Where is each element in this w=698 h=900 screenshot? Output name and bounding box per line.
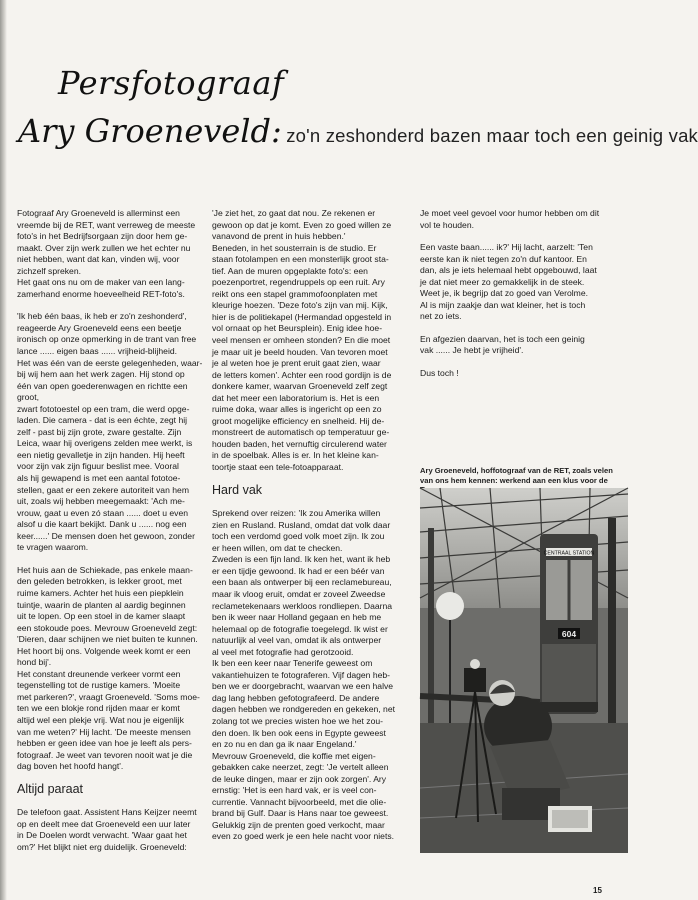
section-heading-altijd-paraat: Altijd paraat — [17, 781, 84, 796]
tram-number: 604 — [561, 629, 577, 639]
paragraph: De telefoon gaat. Assistent Hans Keijzer neemt op en deelt mee dat Groeneveld een uur later in De Doelen wordt verwacht. 'Waar gaat het om?' Het blijkt niet erg duidelijk. Groeneveld: — [17, 807, 197, 852]
title-line-2 — [18, 112, 698, 150]
title-subtitle: zo'n zeshonderd bazen maar toch een geinig vak — [286, 125, 698, 146]
paragraph: Fotograaf Ary Groeneveld is allerminst een vreemde bij de RET, want verreweg de meeste foto's in het Bedrijfsorgaan zijn door hem ge- maakt. Over zijn werk zullen we het echter nu niet hebben, want dat kan, vinden wij, voor zichzelf spreken. Het gaat ons nu om de maker van een lang- zamerhand enorme hoeveelheid RET-foto's. — [17, 208, 196, 299]
title-name: Ary Groeneveld: — [18, 112, 282, 150]
paragraph: 'Ik heb één baas, ik heb er zo'n zeshonderd', reageerde Ary Groeneveld eens een beetje ironisch op onze opmerking in de trant van free lance ...... eigen baas ...... vrijheid-blijheid. Het was één van de eerste gelegenheden, waar- bij wij hem aan het werk zagen. Hij stond op één van open goederenwagen en richtte een groot, zwart fototoestel op een tram, die werd opge- laden. Die camera - dat is een échte, zegt hij zelf - past bij zijn grote, zware gestalte. Zijn Leica, waar hij overigens zelden mee werkt, is een nietig gevalletje in zijn handen. Hij heeft voor zijn vak zijn figuur beslist mee. Vooral als hij gewapend is met een aantal fototoe- stellen, gaat er een zekere autoriteit van hem uit, zoals wij hebben meegemaakt: 'Ach me- vrouw, gaat u even zó staan ...... doet u even alsof u die kaart bekijkt. Dank u ...... nog een keer......' De mensen doen het gewoon, zonder te vragen waarom. — [17, 311, 203, 553]
photo-caption: Ary Groeneveld, hoffotograaf van de RET, zoals velen van ons hem kennen: werkend aan een klus voor de — [420, 466, 613, 485]
photo-photographer-with-tram — [420, 488, 628, 853]
article-column-1 — [17, 208, 203, 864]
binding-edge — [0, 0, 7, 900]
paragraph: En afgezien daarvan, het is toch een geinig vak ...... Je hebt je vrijheid'. — [420, 333, 585, 356]
photo-lamp — [436, 592, 464, 620]
article-column-3 — [420, 208, 618, 391]
paragraph: Het huis aan de Schiekade, pas enkele maan- den geleden betrokken, is lekker groot, met ruime kamers. Achter het huis een piepklein tuintje, waarin de planten al aardig beginnen uit te lopen. Op een stoel in de kamer slaapt een stokoude poes. Mevrouw Groeneveld zegt: 'Dieren, daar schijnen we niet buiten te kunnen. Het hoort bij ons. Volgende week komt er een hond bij'. Het constant dreunende verkeer vormt een tegenstelling tot de rustige kamers. 'Moeite met parkeren?', vraagt Groeneveld. 'Soms moe- ten we een blokje rond rijden maar er komt altijd wel een plekje vrij. Wat nou je eigenlijk van me weten?' Hij lacht. 'De meeste mensen hebben er geen idee van hoe je leeft als pers- fotograaf. Je weet van tevoren nooit wat je die dag boven het hoofd hangt'. — [17, 564, 200, 772]
paragraph: Je moet veel gevoel voor humor hebben om dit vol te houden. — [420, 208, 600, 230]
paragraph: Een vaste baan...... ik?' Hij lacht, aarzelt: 'Ten eerste kan ik niet tegen zo'n duf kantoor. En dan, als je iets helemaal hebt opgebouwd, laat je dat niet meer zo gemakkelijk in de steek. Weet je, ik begrijp dat zo goed van Verolme. Al is mijn zaakje dan wat kleiner, het is toch net zo iets. — [420, 242, 597, 322]
paragraph: Dus toch ! — [420, 368, 459, 379]
section-heading-hard-vak: Hard vak — [212, 482, 263, 497]
paragraph: 'Je ziet het, zo gaat dat nou. Ze rekenen er gewoon op dat je komt. Even zo goed willen ze vanavond de prent in huis hebben.' Beneden, in het sousterrain is de studio. Er staan fotolampen en een monsterlijk groot sta- tief. Aan de muren opgeplakte foto's: een poezenportret, regendruppels op een ruit. Ary reikt ons een stapel grammofoonplaten met kleurige hoezen. 'Deze foto's zijn van mij. Kijk, hier is de politiekapel (Hermandad opgesteld in vol ornaat op het Beursplein). Enig idee hoe- veel mensen er omheen stonden? En die moet je maar uit je beeld houden. Van tevoren moet je al weten hoe je prent eruit gaat zien, waar de letters komen'. Achter een rood gordijn is de donkere kamer, waarvan Groeneveld zelf zegt dat het meer een laboratorium is. Het is een ruime doka, waar alles is ingericht op een zo groot mogelijke efficiency en snelheid. Hij de- monstreert de automatisch op temperatuur ge- houden baden, het vernuftig circulerend water in de spoelbak. Alles is er. In het kleine kan- toortje staat een tele-fotoapparaat. — [212, 208, 392, 473]
paragraph: Sprekend over reizen: 'Ik zou Amerika willen zien en Rusland. Rusland, omdat dat volk daar toch een verdomd goed volk moet zijn. Ik zou er heen willen, om dat te checken. Zweden is een fijn land. Ik ken het, want ik heb er een tijdje gewoond. Ik had er een béér van een baan als ontwerper bij een reclamebureau, maar ik vloog eruit, omdat er zoveel Zweedse reclametekenaars werkloos rondliepen. Daarna ben ik weer naar Holland gegaan en heb me helemaal op de fotografie toegelegd. Ik wist er natuurlijk al veel van, omdat ik als ontwerper al veel met fotografie had gerotzooid. Ik ben een keer naar Tenerife geweest om vakantiehuizen te fotograferen. Vijf dagen heb- ben we er doorgebracht, waarvan we een halve dag lang hebben gefotografeerd. De andere dagen hebben we rondgereden en gekeken, net zolang tot we precies wisten hoe we het zou- den doen. Ik ben ook eens in Egypte geweest en zo nu en dan ga ik naar Engeland.' Mevrouw Groeneveld, die koffie met eigen- gebakken cake neerzet, zegt: 'Je vertelt alleen de leuke dingen, maar er zijn ook zorgen'. Ary ernstig: 'Het is een hard vak, er is veel con- currentie. Vannacht bijvoorbeeld, met die olie- brand bij Gulf. Daar is Hans naar toe geweest. Gelukkig zijn de prenten goed verkocht, maar even zo goed werk je een hele nacht voor niets. — [212, 508, 396, 842]
article-column-2 — [212, 208, 410, 854]
tram-destination-sign: CENTRAAL STATION — [543, 550, 595, 557]
title-line-1: Persfotograaf — [58, 64, 285, 102]
page-number: 15 — [593, 886, 602, 895]
